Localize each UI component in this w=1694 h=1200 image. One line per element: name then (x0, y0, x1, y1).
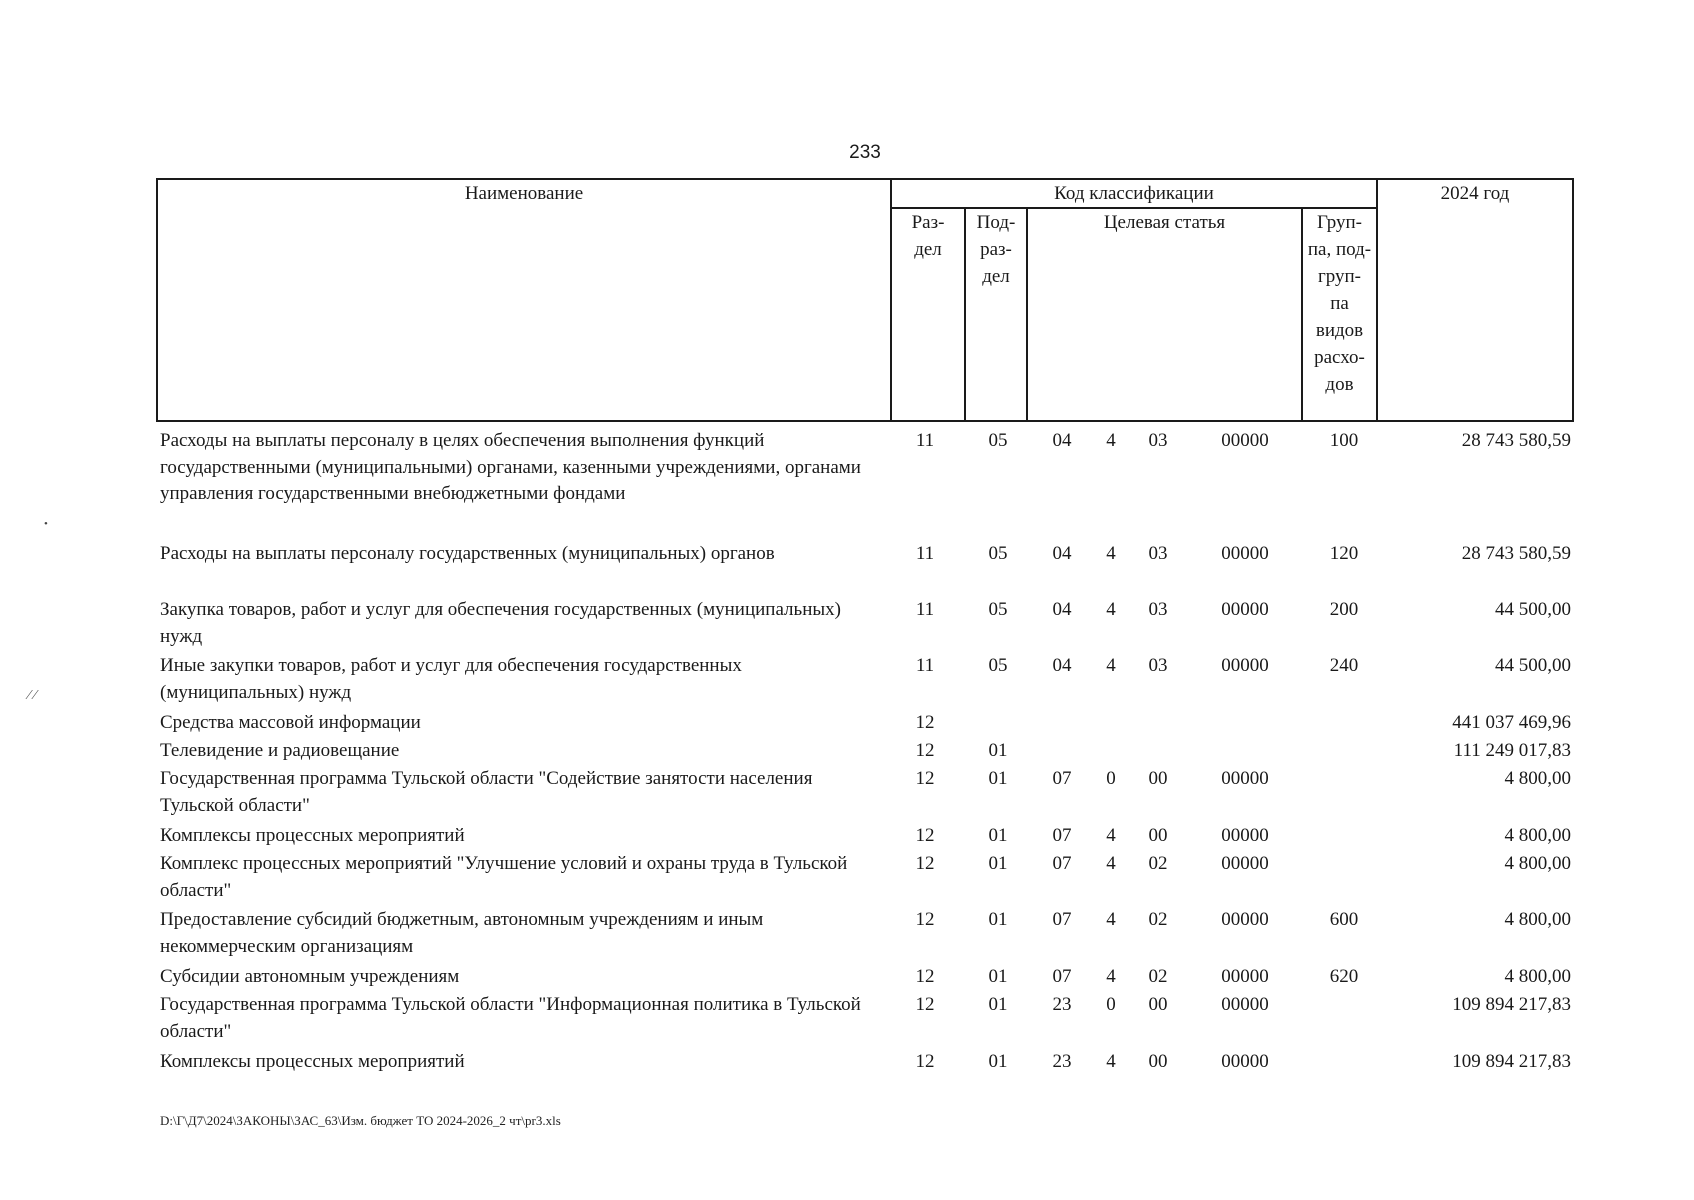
row-rz: 12 (915, 740, 935, 761)
header-razdel (892, 209, 964, 263)
row-b: 4 (1106, 966, 1116, 987)
row-gr: 620 (1329, 966, 1359, 987)
header-group-line: груп- (1317, 266, 1362, 287)
row-b: 4 (1106, 1051, 1116, 1072)
row-rz: 12 (915, 1051, 935, 1072)
row-d: 00000 (1221, 599, 1269, 620)
row-d: 00000 (1221, 768, 1269, 789)
row-rz: 12 (915, 909, 935, 930)
row-b: 0 (1106, 768, 1116, 789)
row-sum: 4 800,00 (1504, 909, 1571, 930)
row-sum: 109 894 217,83 (1452, 994, 1571, 1015)
row-name: Предоставление субсидий бюджетным, автономным учреждениям и иным некоммерческим организациям (160, 909, 764, 957)
row-sum: 441 037 469,96 (1452, 712, 1571, 733)
row-b: 0 (1106, 994, 1116, 1015)
row-d: 00000 (1221, 909, 1269, 930)
row-name: Государственная программа Тульской области "Информационная политика в Тульской области" (160, 994, 861, 1042)
row-rz: 12 (915, 966, 935, 987)
row-pr: 05 (988, 430, 1008, 451)
header-name: Наименование (464, 183, 584, 204)
row-a: 07 (1052, 966, 1072, 987)
row-rz: 11 (915, 599, 935, 620)
row-c: 00 (1148, 1051, 1168, 1072)
scan-speck: • (44, 518, 48, 530)
header-razdel-line: Раз- (911, 212, 945, 233)
row-rz: 12 (915, 994, 935, 1015)
row-pr: 01 (988, 825, 1008, 846)
row-d: 00000 (1221, 430, 1269, 451)
row-pr: 05 (988, 655, 1008, 676)
page-number: 233 (849, 142, 881, 163)
row-sum: 28 743 580,59 (1461, 430, 1571, 451)
row-c: 02 (1148, 853, 1168, 874)
header-divider (1026, 208, 1028, 420)
header-code-group: Код классификации (1054, 183, 1214, 204)
row-name: Государственная программа Тульской области "Содействие занятости населения Тульской области" (160, 768, 813, 816)
header-group-line: Груп- (1316, 212, 1363, 233)
row-a: 07 (1052, 853, 1072, 874)
row-name: Комплексы процессных мероприятий (160, 825, 465, 846)
row-b: 4 (1106, 655, 1116, 676)
row-a: 23 (1052, 1051, 1072, 1072)
file-path-footer: D:\Г\Д7\2024\ЗАКОНЫ\ЗАС_63\Изм. бюджет ТО 2024-2026_2 чт\pr3.xls (160, 1113, 561, 1128)
row-pr: 01 (988, 853, 1008, 874)
row-b: 4 (1106, 909, 1116, 930)
row-rz: 11 (915, 430, 935, 451)
row-sum: 4 800,00 (1504, 853, 1571, 874)
row-name: Закупка товаров, работ и услуг для обеспечения государственных (муниципальных) нужд (160, 599, 841, 647)
row-sum: 4 800,00 (1504, 825, 1571, 846)
row-d: 00000 (1221, 853, 1269, 874)
row-d: 00000 (1221, 825, 1269, 846)
row-pr: 05 (988, 543, 1008, 564)
row-rz: 12 (915, 768, 935, 789)
header-divider (1376, 180, 1378, 420)
row-pr: 01 (988, 909, 1008, 930)
header-year: 2024 год (1440, 183, 1510, 204)
header-group-line: па, под- (1307, 239, 1372, 260)
row-d: 00000 (1221, 994, 1269, 1015)
row-c: 00 (1148, 825, 1168, 846)
row-a: 07 (1052, 768, 1072, 789)
row-sum: 44 500,00 (1495, 599, 1571, 620)
row-gr: 100 (1329, 430, 1359, 451)
scan-speck: ⁄ ⁄ (28, 688, 37, 703)
row-sum: 44 500,00 (1495, 655, 1571, 676)
row-gr: 240 (1329, 655, 1359, 676)
row-pr: 01 (988, 994, 1008, 1015)
row-gr: 120 (1329, 543, 1359, 564)
row-d: 00000 (1221, 966, 1269, 987)
row-a: 07 (1052, 909, 1072, 930)
row-a: 04 (1052, 543, 1072, 564)
row-c: 03 (1148, 543, 1168, 564)
row-c: 02 (1148, 909, 1168, 930)
header-group-line: па (1330, 293, 1349, 314)
row-c: 03 (1148, 655, 1168, 676)
header-group-line: дов (1325, 374, 1354, 395)
row-d: 00000 (1221, 543, 1269, 564)
row-d: 00000 (1221, 655, 1269, 676)
row-rz: 11 (915, 543, 935, 564)
row-a: 04 (1052, 599, 1072, 620)
row-sum: 28 743 580,59 (1461, 543, 1571, 564)
row-pr: 01 (988, 768, 1008, 789)
row-gr: 200 (1329, 599, 1359, 620)
row-sum: 4 800,00 (1504, 966, 1571, 987)
row-b: 4 (1106, 599, 1116, 620)
header-group-line: расхо- (1314, 347, 1365, 368)
row-gr: 600 (1329, 909, 1359, 930)
row-pr: 01 (988, 1051, 1008, 1072)
row-rz: 12 (915, 853, 935, 874)
row-name: Комплекс процессных мероприятий "Улучшение условий и охраны труда в Тульской области" (160, 853, 848, 901)
row-name: Средства массовой информации (160, 712, 421, 733)
row-name: Иные закупки товаров, работ и услуг для обеспечения государственных (муниципальных) нужд (160, 655, 742, 703)
row-name: Комплексы процессных мероприятий (160, 1051, 465, 1072)
header-podrazdel-line: Под- (976, 212, 1016, 233)
row-rz: 12 (915, 712, 935, 733)
row-c: 00 (1148, 994, 1168, 1015)
row-a: 23 (1052, 994, 1072, 1015)
row-a: 04 (1052, 430, 1072, 451)
header-group-line: видов (1315, 320, 1364, 341)
row-c: 02 (1148, 966, 1168, 987)
row-c: 03 (1148, 599, 1168, 620)
row-pr: 01 (988, 740, 1008, 761)
row-a: 04 (1052, 655, 1072, 676)
row-name: Расходы на выплаты персоналу государственных (муниципальных) органов (160, 543, 775, 564)
row-a: 07 (1052, 825, 1072, 846)
header-podrazdel-line: раз- (980, 239, 1012, 260)
row-name: Субсидии автономным учреждениям (160, 966, 460, 987)
row-b: 4 (1106, 430, 1116, 451)
header-target: Целевая статья (1103, 212, 1226, 233)
table-header (156, 178, 1574, 422)
row-sum: 109 894 217,83 (1452, 1051, 1571, 1072)
row-sum: 4 800,00 (1504, 768, 1571, 789)
row-pr: 05 (988, 599, 1008, 620)
header-razdel-line: дел (914, 239, 942, 260)
row-rz: 12 (915, 825, 935, 846)
row-sum: 111 249 017,83 (1453, 740, 1571, 761)
row-b: 4 (1106, 853, 1116, 874)
row-d: 00000 (1221, 1051, 1269, 1072)
header-podrazdel (966, 209, 1026, 290)
row-c: 03 (1148, 430, 1168, 451)
row-rz: 11 (915, 655, 935, 676)
row-pr: 01 (988, 966, 1008, 987)
header-group (1303, 209, 1376, 398)
row-b: 4 (1106, 825, 1116, 846)
header-podrazdel-line: дел (982, 266, 1010, 287)
row-name: Расходы на выплаты персоналу в целях обеспечения выполнения функций государственными (муниципальными) органами, казенными учреждениями, органами управления государственными внебюджетными фондами (160, 430, 861, 504)
row-b: 4 (1106, 543, 1116, 564)
row-c: 00 (1148, 768, 1168, 789)
row-name: Телевидение и радиовещание (160, 740, 400, 761)
